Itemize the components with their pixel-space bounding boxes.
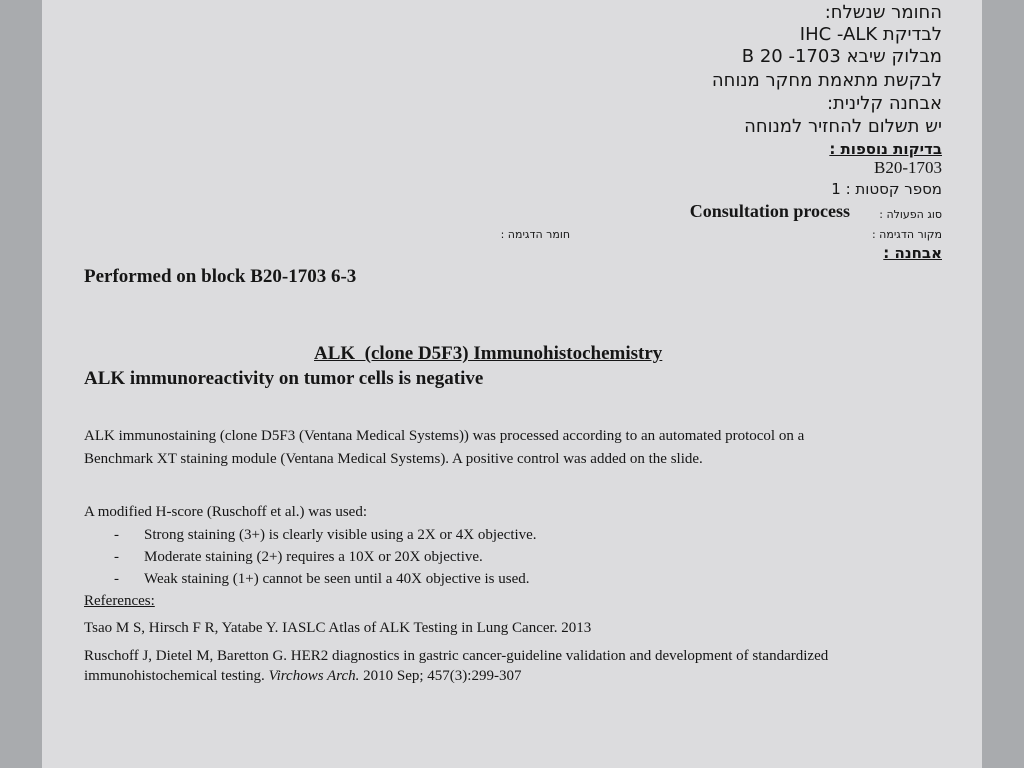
reference-2-text: immunohistochemical testing. bbox=[84, 668, 265, 684]
journal-name: Virchows Arch. bbox=[268, 668, 360, 684]
additional-tests-label: בדיקות נוספות : bbox=[829, 140, 942, 158]
document-page bbox=[42, 0, 982, 768]
request-line: לבקשת מתאמת מחקר מנוחה bbox=[711, 70, 942, 91]
sample-material-label: חומר הדגימה : bbox=[500, 228, 570, 241]
diagnosis-label: אבחנה : bbox=[883, 244, 942, 262]
performed-on-line: Performed on block B20-1703 6-3 bbox=[84, 266, 357, 287]
sample-source-label: מקור הדגימה : bbox=[871, 228, 942, 241]
material-sent-label: החומר שנשלח: bbox=[824, 2, 942, 23]
ihc-title: ALK (clone D5F3) Immunohistochemistry bbox=[314, 343, 663, 364]
action-type-value: Consultation process bbox=[689, 201, 850, 221]
hscore-intro: A modified H-score (Ruschoff et al.) was used: bbox=[84, 504, 367, 520]
method-line-2: Benchmark XT staining module (Ventana Medical Systems). A positive control was added on the slide. bbox=[84, 451, 703, 467]
payment-note: יש תשלום להחזיר למנוחה bbox=[744, 116, 942, 137]
list-item: - Strong staining (3+) is clearly visible using a 2X or 4X objective. bbox=[84, 524, 537, 546]
references-label: References: bbox=[84, 593, 155, 609]
from-block-line: מבלוק שיבא 1703- B 20 bbox=[741, 46, 942, 67]
method-line-1: ALK immunostaining (clone D5F3 (Ventana Medical Systems)) was processed according to an automated protocol on a bbox=[84, 428, 805, 444]
clinical-diagnosis-label: אבחנה קלינית: bbox=[826, 93, 942, 114]
hscore-list bbox=[84, 524, 537, 590]
action-type-label: סוג הפעולה : bbox=[879, 208, 942, 221]
reference-1: Tsao M S, Hirsch F R, Yatabe Y. IASLC Atlas of ALK Testing in Lung Cancer. 2013 bbox=[84, 620, 592, 636]
reference-2-line-1: Ruschoff J, Dietel M, Baretton G. HER2 diagnostics in gastric cancer-guideline validation and development of standardized bbox=[84, 648, 829, 664]
result-statement: ALK immunoreactivity on tumor cells is negative bbox=[84, 368, 484, 389]
list-item: - Weak staining (1+) cannot be seen until a 40X objective is used. bbox=[84, 568, 537, 590]
case-number: B20-1703 bbox=[874, 158, 942, 177]
reference-2-line-2 bbox=[84, 668, 521, 685]
test-for-line: לבדיקת IHC -ALK bbox=[799, 24, 942, 45]
reference-2-citation: 2010 Sep; 457(3):299-307 bbox=[363, 668, 522, 684]
cassette-count: מספר קסטות : 1 bbox=[831, 180, 942, 198]
list-item: - Moderate staining (2+) requires a 10X or 20X objective. bbox=[84, 546, 537, 568]
